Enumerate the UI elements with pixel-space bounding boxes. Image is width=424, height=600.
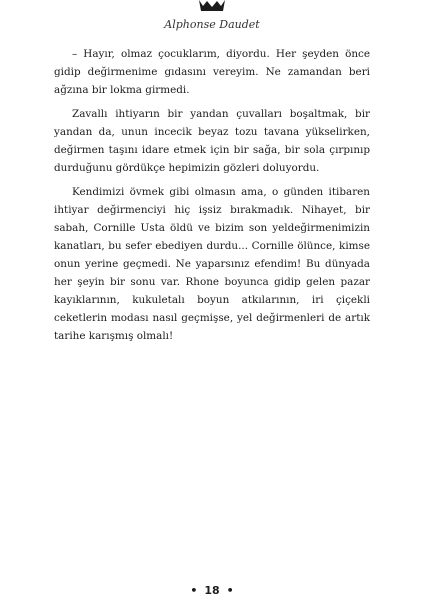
author-name: Alphonse Daudet	[164, 18, 260, 31]
running-header	[0, 0, 424, 36]
body-text	[54, 45, 370, 351]
page-footer	[0, 584, 424, 597]
footer-bullet-left: •	[190, 584, 198, 597]
page-number: 18	[204, 584, 220, 597]
paragraph: – Hayır, olmaz çocuklarım, diyordu. Her şeyden önce gidip değirmenime gıdasını vereyim. Ne zamandan beri ağzına bir lokma girmedi.	[54, 48, 370, 96]
footer-bullet-right: •	[226, 584, 234, 597]
paragraph: Kendimizi övmek gibi olmasın ama, o günden itibaren ihtiyar değirmenciyi hiç işsiz bırakmadık. Nihayet, bir sabah, Cornille Usta öldü ve bizim son yeldeğirmenimizin kanatları, bu sefer ebediyen durdu... Cornille ölünce, kimse onun yerine geçmedi. Ne yaparsınız efendim! Bu dünyada her şeyin bir sonu var. Rhone boyunca gidip gelen pazar kayıklarının, kukuletalı boyun atkılarının, iri çiçekli ceketlerin modası nasıl geçmişse, yel değirmenleri de artık tarihe karışmış olmalı!	[54, 186, 370, 342]
paragraph: Zavallı ihtiyarın bir yandan çuvalları boşaltmak, bir yandan da, unun incecik beyaz tozu tavana yükselirken, değirmen taşını idare etmek için bir sağa, bir sola çırpınıp durduğunu gördükçe hepimizin gözleri doluyordu.	[54, 108, 370, 174]
crown-icon	[198, 0, 226, 12]
